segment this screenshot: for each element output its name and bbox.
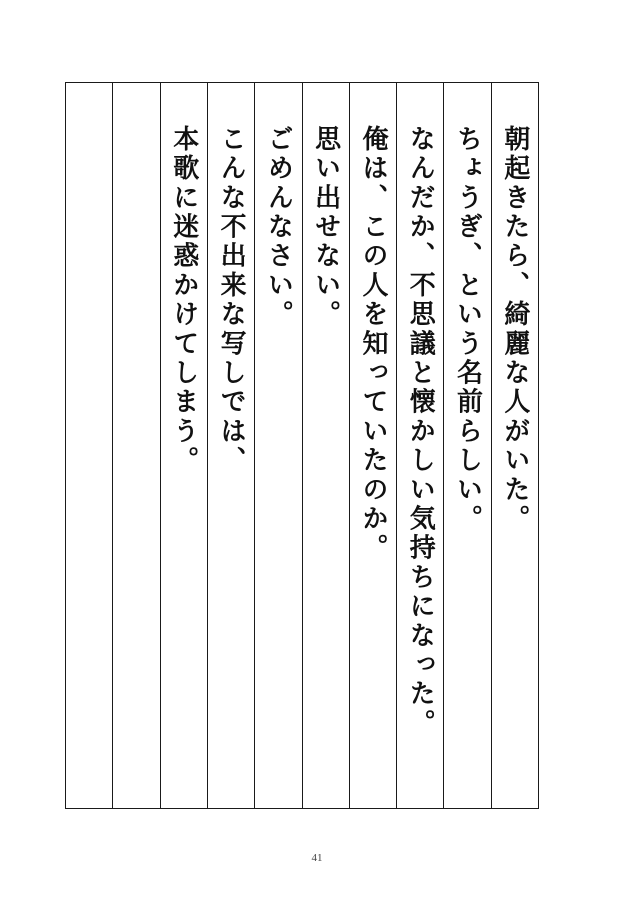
manuscript-column-1 [491,83,538,808]
page-number: 41 [311,852,323,864]
manuscript-column-7 [207,83,254,808]
text-line-1: 朝起きたら、綺麗な人がいた。 [499,125,530,534]
text-line-6: ごめんなさい。 [263,125,294,330]
manuscript-column-6 [254,83,301,808]
manuscript-grid [65,82,539,809]
text-line-8: 本歌に迷惑かけてしまう。 [168,125,199,476]
manuscript-column-9 [112,83,159,808]
manuscript-column-10 [66,83,112,808]
text-line-4: 俺は、この人を知っていたのか。 [357,125,388,563]
manuscript-column-2 [443,83,490,808]
manuscript-column-3 [396,83,443,808]
manuscript-column-4 [349,83,396,808]
text-line-5: 思い出せない。 [310,125,341,330]
text-line-2: ちょうぎ、という名前らしい。 [452,125,483,534]
text-line-7: こんな不出来な写しでは、 [216,125,247,476]
manuscript-column-8 [160,83,207,808]
manuscript-column-5 [302,83,349,808]
text-line-3: なんだか、不思議と懐かしい気持ちになった。 [405,125,436,739]
